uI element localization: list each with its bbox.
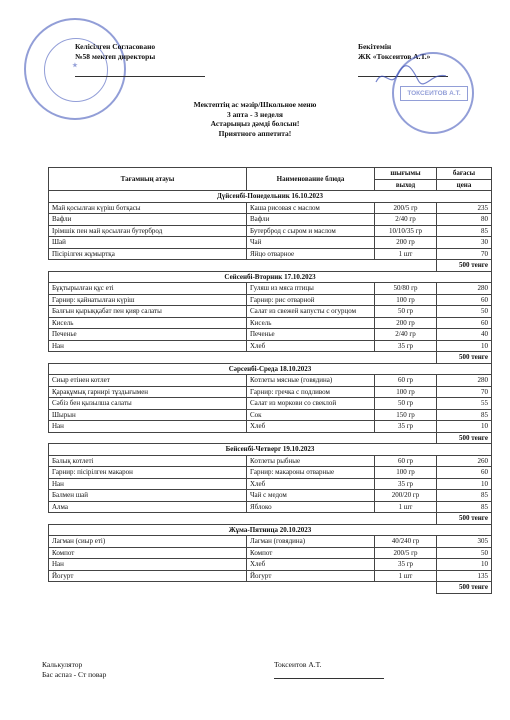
dish-price: 280 — [437, 375, 492, 387]
confirm-line2: ЖК «Токсеитов А.Т.» — [358, 52, 431, 61]
stamp-name: ТОКСЕИТОВ А.Т. — [400, 86, 468, 101]
dish-yield: 40/240 гр — [375, 536, 437, 548]
day-total-row — [49, 513, 492, 525]
dish-name-kz: Нан — [49, 478, 247, 490]
table-row — [49, 467, 492, 479]
dish-name-ru: Яблоко — [247, 501, 375, 513]
dish-yield: 50/80 гр — [375, 283, 437, 295]
dish-name-kz: Печенье — [49, 329, 247, 341]
dish-name-ru: Сок — [247, 409, 375, 421]
table-row — [49, 237, 492, 249]
dish-name-ru: Гарнир: рис отварной — [247, 294, 375, 306]
dish-name-ru: Чай — [247, 237, 375, 249]
dish-price: 50 — [437, 547, 492, 559]
day-total: 500 тенге — [437, 352, 492, 364]
dish-price: 70 — [437, 386, 492, 398]
approval-line2: №58 мектеп директоры — [75, 52, 156, 61]
total-spacer — [49, 432, 437, 444]
day-header-row — [49, 271, 492, 283]
dish-name-ru: Бутерброд с сыром и маслом — [247, 225, 375, 237]
approval-line1: Келісілген Согласовано — [75, 42, 156, 51]
day-total-row — [49, 352, 492, 364]
dish-yield: 100 гр — [375, 386, 437, 398]
col-yield-ru: выход — [375, 179, 437, 191]
dish-name-kz: Балық котлеті — [49, 455, 247, 467]
dish-price: 280 — [437, 283, 492, 295]
dish-price: 85 — [437, 409, 492, 421]
col-name-kz: Тағамның атауы — [49, 168, 247, 191]
dish-name-ru: Гуляш из мяса птицы — [247, 283, 375, 295]
dish-name-ru: Чай с медом — [247, 490, 375, 502]
dish-yield: 60 гр — [375, 375, 437, 387]
dish-price: 60 — [437, 467, 492, 479]
total-spacer — [49, 260, 437, 272]
dish-name-kz: Май қосылған күріш ботқасы — [49, 202, 247, 214]
dish-price: 10 — [437, 421, 492, 433]
dish-name-kz: Вафли — [49, 214, 247, 226]
dish-yield: 60 гр — [375, 455, 437, 467]
table-row — [49, 306, 492, 318]
table-row — [49, 386, 492, 398]
dish-price: 50 — [437, 306, 492, 318]
dish-name-ru: Компот — [247, 547, 375, 559]
col-price-ru: цена — [437, 179, 492, 191]
dish-name-kz: Балғын қырыққабат пен қияр салаты — [49, 306, 247, 318]
day-total: 500 тенге — [437, 260, 492, 272]
day-total: 500 тенге — [437, 582, 492, 594]
dish-price: 235 — [437, 202, 492, 214]
approval-signature-line — [75, 66, 205, 77]
col-price-kz: бағасы — [437, 168, 492, 180]
table-row — [49, 455, 492, 467]
dish-name-ru: Хлеб — [247, 421, 375, 433]
dish-yield: 100 гр — [375, 294, 437, 306]
dish-name-kz: Нан — [49, 559, 247, 571]
table-row — [49, 536, 492, 548]
dish-name-ru: Котлеты мясные (говядина) — [247, 375, 375, 387]
dish-price: 85 — [437, 225, 492, 237]
table-row — [49, 202, 492, 214]
dish-price: 85 — [437, 490, 492, 502]
dish-yield: 200 гр — [375, 237, 437, 249]
dish-price: 10 — [437, 559, 492, 571]
title-line3: Астарыңыз дәмді болсын! — [210, 119, 300, 128]
dish-name-kz: Ірімшік пен май қосылған бутерброд — [49, 225, 247, 237]
day-header-row — [49, 191, 492, 203]
school-stamp: ★ — [24, 18, 126, 120]
table-row — [49, 559, 492, 571]
dish-price: 85 — [437, 501, 492, 513]
dish-yield: 150 гр — [375, 409, 437, 421]
dish-name-ru: Печенье — [247, 329, 375, 341]
day-header-row — [49, 363, 492, 375]
dish-name-kz: Шай — [49, 237, 247, 249]
dish-yield: 35 гр — [375, 421, 437, 433]
dish-name-kz: Балмен шай — [49, 490, 247, 502]
col-yield-kz: шығымы — [375, 168, 437, 180]
day-header-row — [49, 444, 492, 456]
dish-name-ru: Гарнир: гречка с подливом — [247, 386, 375, 398]
table-row — [49, 570, 492, 582]
dish-yield: 200 гр — [375, 317, 437, 329]
dish-price: 305 — [437, 536, 492, 548]
table-row — [49, 501, 492, 513]
dish-name-kz: Сәбіз бен қызылша салаты — [49, 398, 247, 410]
dish-yield: 50 гр — [375, 398, 437, 410]
dish-yield: 1 шт — [375, 501, 437, 513]
dish-name-kz: Гарнир: қайнатылған күріш — [49, 294, 247, 306]
dish-name-ru: Котлеты рыбные — [247, 455, 375, 467]
menu-title — [0, 100, 510, 138]
dish-yield: 2/40 гр — [375, 329, 437, 341]
dish-price: 10 — [437, 340, 492, 352]
dish-price: 260 — [437, 455, 492, 467]
dish-yield: 2/40 гр — [375, 214, 437, 226]
day-total-row — [49, 582, 492, 594]
dish-name-ru: Хлеб — [247, 478, 375, 490]
dish-yield: 200/5 гр — [375, 202, 437, 214]
table-row — [49, 225, 492, 237]
dish-name-ru: Салат из моркови со свеклой — [247, 398, 375, 410]
footer-left — [42, 660, 106, 680]
dish-name-kz: Пісірілген жұмыртқа — [49, 248, 247, 260]
table-row — [49, 214, 492, 226]
dish-yield: 200/20 гр — [375, 490, 437, 502]
dish-price: 80 — [437, 214, 492, 226]
approval-block — [75, 42, 205, 77]
day-total-row — [49, 260, 492, 272]
table-row — [49, 398, 492, 410]
footer-signature-line — [274, 670, 384, 679]
footer-right — [274, 660, 384, 679]
dish-name-ru: Кисель — [247, 317, 375, 329]
dish-name-ru: Вафли — [247, 214, 375, 226]
dish-name-kz: Компот — [49, 547, 247, 559]
dish-name-ru: Хлеб — [247, 340, 375, 352]
dish-yield: 35 гр — [375, 340, 437, 352]
dish-yield: 100 гр — [375, 467, 437, 479]
dish-yield: 1 шт — [375, 570, 437, 582]
footer-chef: Бас аспаз - Ст повар — [42, 670, 107, 679]
dish-name-kz: Гарнир: пісірілген макарон — [49, 467, 247, 479]
confirm-line1: Бекітемін — [358, 42, 392, 51]
dish-yield: 50 гр — [375, 306, 437, 318]
dish-name-kz: Йогурт — [49, 570, 247, 582]
day-title: Бейсенбі-Четверг 19.10.2023 — [49, 444, 492, 456]
footer-calculator: Калькулятор — [42, 660, 83, 669]
dish-name-ru: Йогурт — [247, 570, 375, 582]
table-row — [49, 294, 492, 306]
dish-name-kz: Нан — [49, 340, 247, 352]
day-total-row — [49, 432, 492, 444]
title-line1: Мектептің ас мәзір/Школьное меню — [193, 100, 317, 109]
dish-name-kz: Алма — [49, 501, 247, 513]
dish-name-ru: Каша рисовая с маслом — [247, 202, 375, 214]
day-total: 500 тенге — [437, 432, 492, 444]
dish-name-ru: Лагман (говядина) — [247, 536, 375, 548]
dish-name-ru: Яйцо отварное — [247, 248, 375, 260]
dish-price: 55 — [437, 398, 492, 410]
dish-name-kz: Лагман (сиыр еті) — [49, 536, 247, 548]
table-row — [49, 478, 492, 490]
total-spacer — [49, 582, 437, 594]
day-title: Сәрсенбі-Среда 18.10.2023 — [49, 363, 492, 375]
table-row — [49, 421, 492, 433]
day-title: Дүйсенбі-Понедельник 16.10.2023 — [49, 191, 492, 203]
signature — [372, 62, 452, 92]
dish-name-ru: Хлеб — [247, 559, 375, 571]
dish-price: 60 — [437, 317, 492, 329]
dish-name-kz: Кисель — [49, 317, 247, 329]
dish-yield: 200/5 гр — [375, 547, 437, 559]
table-row — [49, 547, 492, 559]
total-spacer — [49, 352, 437, 364]
dish-name-kz: Шырын — [49, 409, 247, 421]
table-row — [49, 248, 492, 260]
dish-name-ru: Салат из свежей капусты с огурцом — [247, 306, 375, 318]
table-row — [49, 409, 492, 421]
total-spacer — [49, 513, 437, 525]
title-line4: Приятного аппетита! — [218, 128, 292, 138]
dish-yield: 35 гр — [375, 478, 437, 490]
title-line2: 3 апта - 3 неделя — [227, 109, 283, 119]
table-row — [49, 317, 492, 329]
dish-yield: 1 шт — [375, 248, 437, 260]
dish-price: 10 — [437, 478, 492, 490]
day-header-row — [49, 524, 492, 536]
dish-yield: 10/10/35 гр — [375, 225, 437, 237]
footer-signer: Токсеитов А.Т. — [274, 660, 322, 669]
table-row — [49, 490, 492, 502]
menu-table — [48, 167, 492, 594]
day-title: Жұма-Пятница 20.10.2023 — [49, 524, 492, 536]
table-row — [49, 375, 492, 387]
dish-yield: 35 гр — [375, 559, 437, 571]
dish-price: 40 — [437, 329, 492, 341]
table-row — [49, 329, 492, 341]
col-name-ru: Наименование блюда — [247, 168, 375, 191]
day-total: 500 тенге — [437, 513, 492, 525]
dish-name-kz: Нан — [49, 421, 247, 433]
table-row — [49, 340, 492, 352]
dish-name-kz: Қарақұмық гарнирі тұздығымен — [49, 386, 247, 398]
dish-name-kz: Сиыр етінен котлет — [49, 375, 247, 387]
dish-price: 30 — [437, 237, 492, 249]
dish-price: 70 — [437, 248, 492, 260]
day-title: Сейсенбі-Вторник 17.10.2023 — [49, 271, 492, 283]
dish-price: 135 — [437, 570, 492, 582]
table-row — [49, 283, 492, 295]
dish-name-ru: Гарнир: макароны отварные — [247, 467, 375, 479]
dish-name-kz: Бұқтырылған құс еті — [49, 283, 247, 295]
dish-price: 60 — [437, 294, 492, 306]
